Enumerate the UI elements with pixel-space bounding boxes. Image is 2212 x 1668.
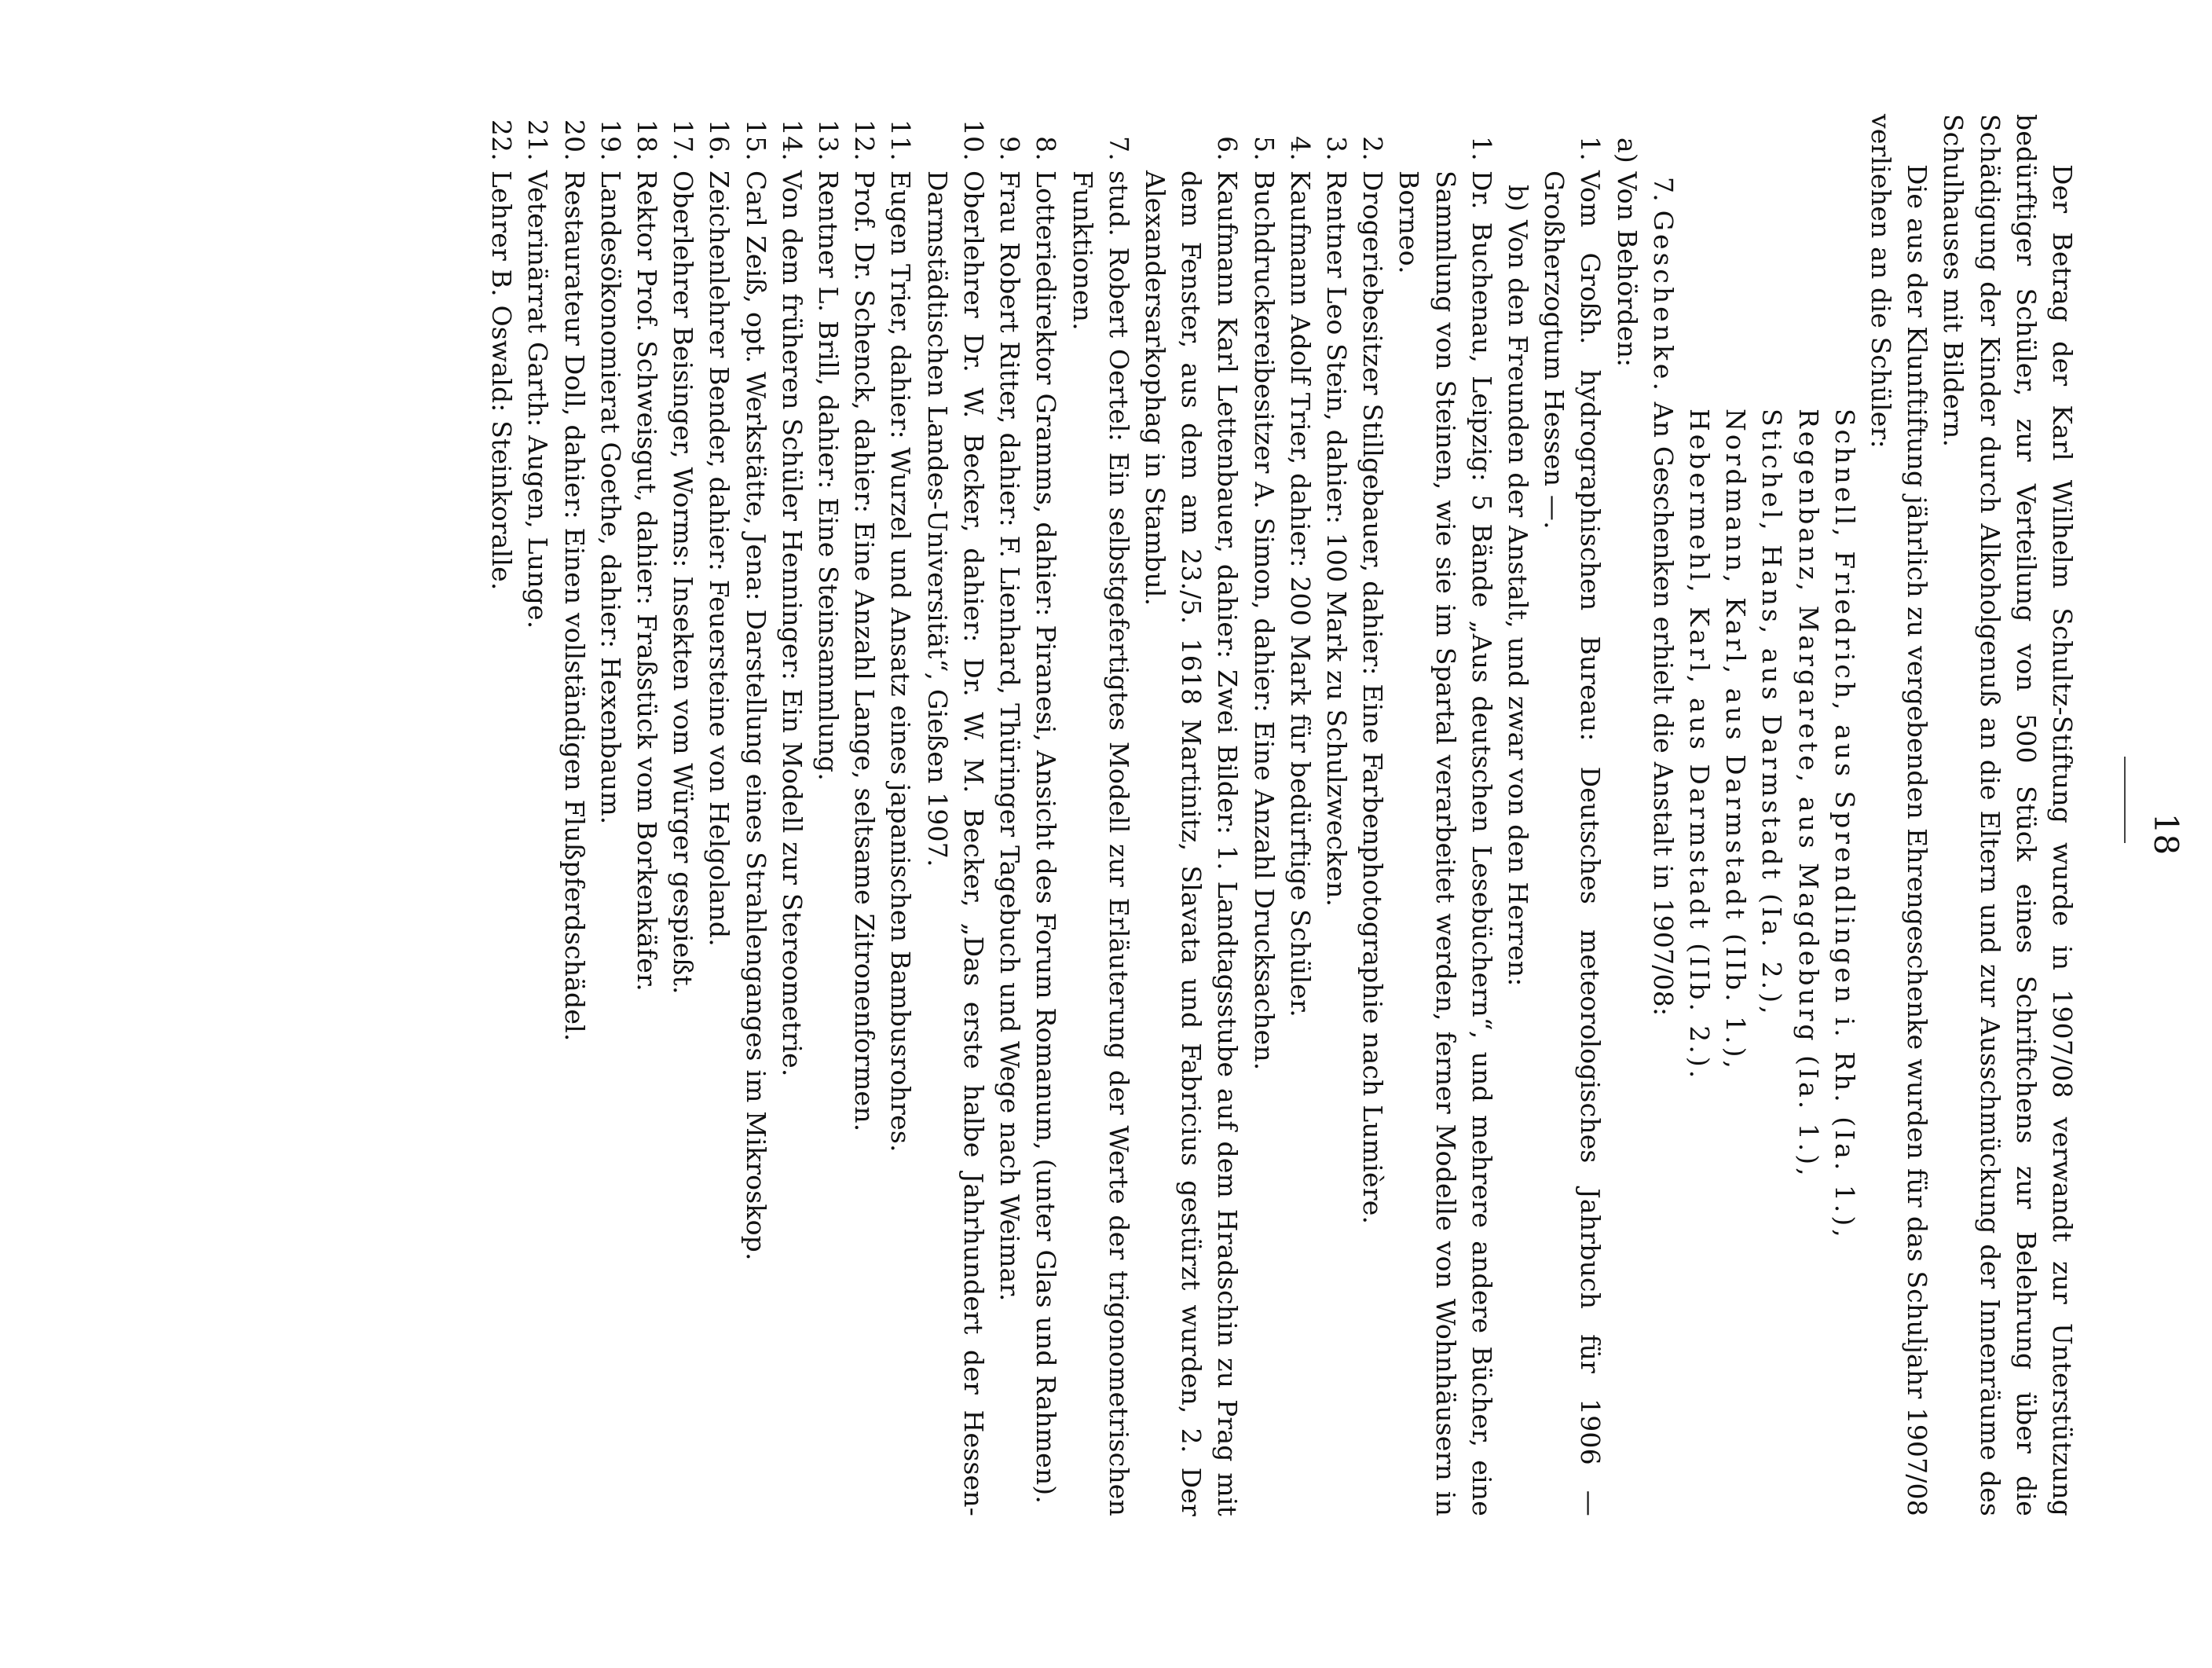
item-number: 5. xyxy=(1248,136,1280,161)
list-item xyxy=(991,114,1027,1516)
recipient-line: Regenbanz, Margarete, aus Magdeburg (Ia. 1.), xyxy=(1793,409,1824,1179)
list-item xyxy=(1354,114,1390,1516)
item-text: Frau Robert Ritter, dahier: F. Lienhard, Thüringer Tagebuch und Wege nach Weimar. xyxy=(994,170,1026,1302)
paragraph-ehrengeschenke: Die aus der Klunftiftung jährlich zu vergebenden Ehrengeschenke wurden für das Schuljahr 1907/08 verliehen an die Schüler: xyxy=(1865,114,1933,1516)
paragraph-schultz-stiftung: Der Betrag der Karl Wilhelm Schultz-Stiftung wurde in 1907/08 verwandt zur Unterstützung bedürftiger Schüler, zur Verteilung von 500 Stück eines Schriftchens zur Belehrung über die Schädigung der Kinder durch Alkoholgenuß an die Eltern und zur Ausschmückung der Innenräume des Schulhauses mit Bildern. xyxy=(1938,114,2078,1516)
item-text: Von dem früheren Schüler Henninger: Ein Modell zur Stereometrie. xyxy=(776,170,808,1077)
list-item xyxy=(665,114,701,1516)
item-text: Lehrer B. Oswald: Steinkoralle. xyxy=(486,170,518,591)
item-text: Buchdruckereibesitzer A. Simon, dahier: Eine Anzahl Drucksachen. xyxy=(1248,170,1280,1071)
list-item xyxy=(1390,114,1500,1516)
item-number: 6. xyxy=(1212,136,1243,161)
item-text: Rektor Prof. Schweisgut, dahier: Fraßstück vom Borkenkäfer. xyxy=(632,170,663,992)
item-number: 22. xyxy=(486,119,518,161)
list-item xyxy=(1027,114,1064,1516)
recipient-line: Schnell, Friedrich, aus Sprendlingen i. Rh. (Ia. 1.), xyxy=(1829,409,1860,1241)
recipient-line: Nordmann, Karl, aus Darmstadt (IIb. 1.), xyxy=(1720,409,1752,1072)
item-number: 20. xyxy=(558,119,590,161)
item-number: 21. xyxy=(522,119,554,161)
list-item xyxy=(628,114,665,1516)
subheading-behoerden: a) Von Behörden: xyxy=(1611,137,1643,368)
item-text: Eugen Trier, dahier: Wurzel und Ansatz eines japanischen Bambusrohres. xyxy=(885,170,917,1153)
item-text: Oberlehrer Beisinger, Worms: Insekten vom Würger gespießt. xyxy=(668,170,699,995)
item-number: 19. xyxy=(595,119,626,161)
list-item xyxy=(1064,114,1136,1516)
item-text: Kaufmann Adolf Trier, dahier: 200 Mark für bedürftige Schüler. xyxy=(1284,170,1316,1017)
list-item xyxy=(519,114,555,1516)
list-item xyxy=(555,114,591,1516)
item-text: Kaufmann Karl Lettenbauer, dahier: Zwei Bilder: 1. Landtagsstube auf dem Hradschin zu Prag mit dem Fenster, aus dem am 23./5. 1618 Martinitz, Slavata und Fabricius gestürzt wurden, 2. Der Alexandersarkophag in Stambul. xyxy=(1139,170,1243,1516)
item-number: 14. xyxy=(776,119,808,161)
item-number: 1. xyxy=(1466,136,1497,161)
item-number: 15. xyxy=(740,119,771,161)
item-text: Vom Großh. hydrographischen Bureau: Deutsches meteorologisches Jahrbuch für 1906 — Großherzogtum Hessen —. xyxy=(1539,170,1606,1516)
list-item xyxy=(483,114,519,1516)
item-text: Lotteriedirektor Gramms, dahier: Piranesi, Ansicht des Forum Romanum, (unter Glas und Rahmen). xyxy=(1031,170,1062,1505)
section-label: Geschenke. xyxy=(1647,210,1679,394)
item-text: Rentner Leo Stein, dahier: 100 Mark zu Schulzwecken. xyxy=(1320,170,1352,907)
list-item xyxy=(919,114,991,1516)
item-text: Carl Zeiß, opt. Werkstätte, Jena: Darstellung eines Strahlenganges im Mikroskop. xyxy=(740,170,771,1261)
item-number: 8. xyxy=(1031,136,1062,161)
list-item xyxy=(1536,114,1608,1516)
list-item xyxy=(1137,114,1246,1516)
recipient-list xyxy=(1681,114,1862,1516)
item-text: Veterinärrat Garth: Augen, Lunge. xyxy=(522,170,554,629)
item-number: 16. xyxy=(704,119,735,161)
item-text: Prof. Dr. Schenck, dahier: Eine Anzahl Lange, seltsame Zitronenformen. xyxy=(849,170,881,1132)
item-number: 12. xyxy=(849,119,881,161)
item-number: 9. xyxy=(994,136,1026,161)
item-text: Oberlehrer Dr. W. Becker, dahier: Dr. W. M. Becker, „Das erste halbe Jahrhundert der Hessen-Darmstädtischen Landes-Universität“, Gießen 1907. xyxy=(921,170,989,1516)
header-rule xyxy=(2124,757,2126,843)
section-number: 7. xyxy=(1647,177,1679,202)
item-text: Dr. Buchenau, Leipzig: 5 Bände „Aus deutschen Lesebüchern“, und mehrere andere Bücher, eine Sammlung von Steinen, wie sie im Spartal verarbeitet werden, ferner Modelle von Wohnhäusern in Borneo. xyxy=(1393,170,1497,1516)
list-item xyxy=(882,114,918,1516)
list-item xyxy=(774,114,810,1516)
item-text: Zeichenlehrer Bender, dahier: Feuersteine von Helgoland. xyxy=(704,170,735,947)
item-number: 18. xyxy=(632,119,663,161)
list-item xyxy=(846,114,882,1516)
section-heading-geschenke xyxy=(1645,114,1681,1516)
item-text: stud. Robert Oertel: Ein selbstgefertigtes Modell zur Erläuterung der Werte der trigonometrischen Funktionen. xyxy=(1067,170,1134,1516)
item-text: Restaurateur Doll, dahier: Einen vollständigen Flußpferdschädel. xyxy=(558,170,590,1042)
item-text: Drogeriebesitzer Stillgebauer, dahier: Eine Farbenphotographie nach Lumière. xyxy=(1357,170,1389,1225)
item-number: 2. xyxy=(1357,136,1389,161)
item-number: 7. xyxy=(1103,136,1134,161)
list-item xyxy=(1245,114,1281,1516)
recipient-line: Stichel, Hans, aus Darmstadt (Ia. 2.), xyxy=(1756,409,1788,1017)
subheading-freunde: b) Von den Freunden der Anstalt, und zwar von den Herren: xyxy=(1502,185,1533,987)
item-number: 13. xyxy=(813,119,844,161)
list-item xyxy=(592,114,628,1516)
list-item xyxy=(1282,114,1318,1516)
gift-list xyxy=(483,114,1500,1516)
list-item xyxy=(1318,114,1354,1516)
page-number: 18 xyxy=(2147,812,2185,856)
item-number: 11. xyxy=(885,119,917,161)
list-item xyxy=(701,114,737,1516)
item-text: Rentner L. Brill, dahier: Eine Steinsammlung. xyxy=(813,170,844,782)
section-intro: An Geschenken erhielt die Anstalt in 1907/08: xyxy=(1647,401,1679,1017)
list-item xyxy=(737,114,773,1516)
recipient-line: Hebermehl, Karl, aus Darmstadt (IIb. 2.). xyxy=(1683,409,1715,1082)
item-number: 3. xyxy=(1320,136,1352,161)
item-number: 10. xyxy=(958,119,989,161)
list-item xyxy=(810,114,846,1516)
page-body xyxy=(483,114,2080,1516)
item-text: Landesökonomierat Goethe, dahier: Hexenbaum. xyxy=(595,170,626,825)
item-number: 4. xyxy=(1284,136,1316,161)
item-number: 1. xyxy=(1575,136,1606,161)
item-number: 17. xyxy=(668,119,699,161)
